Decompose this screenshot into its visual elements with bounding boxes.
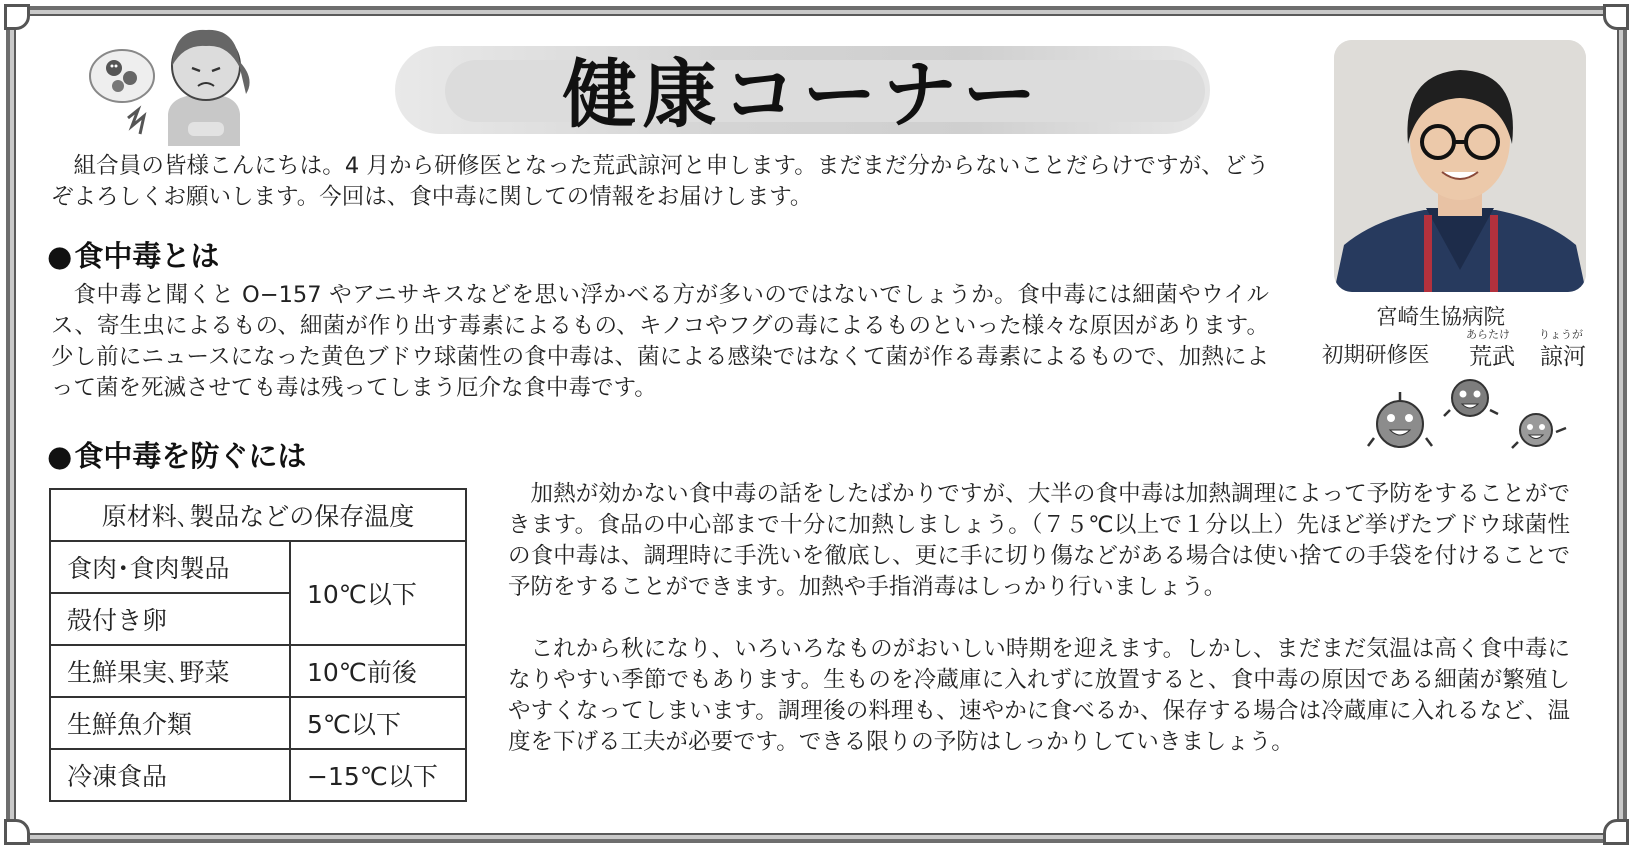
table-cell-item: 生鮮果実､野菜 xyxy=(50,645,290,697)
section-heading-prevention xyxy=(47,434,306,475)
section-heading-text: 食中毒を防ぐには xyxy=(74,439,307,473)
table-row xyxy=(50,541,466,593)
table-row xyxy=(50,697,466,749)
prevention-paragraph-1: 加熱が効かない食中毒の話をしたばかりですが、大半の食中毒は加熱調理によって予防をすることができます。食品の中心部まで十分に加熱しましょう。（７５℃以上で１分以上）先ほど挙げたブドウ球菌性の食中毒は、調理時に手洗いを徹底し、更に手に切り傷などがある場合は使い捨ての手袋を付けることで予防をすることができます。加熱や手指消毒はしっかり行いましょう。 xyxy=(508,481,1570,600)
bullet-icon: ● xyxy=(47,239,73,273)
frame-corner xyxy=(4,819,30,845)
table-cell-temp: −15℃以下 xyxy=(290,749,466,801)
author-surname-ruby: あらたけ xyxy=(1466,328,1510,341)
author-surname: 荒武 xyxy=(1469,344,1515,370)
page-title: 健康コーナー xyxy=(562,52,1043,138)
table-header: 原材料､製品などの保存温度 xyxy=(50,489,466,541)
author-role: 初期研修医 xyxy=(1322,343,1430,368)
section-heading-text: 食中毒とは xyxy=(74,239,220,273)
table-cell-temp: 10℃前後 xyxy=(290,645,466,697)
table-cell-temp: 5℃以下 xyxy=(290,697,466,749)
author-given-ruby: りょうが xyxy=(1539,328,1583,341)
germ-characters-illustration xyxy=(1366,372,1576,460)
table-row xyxy=(50,645,466,697)
section-heading-food-poisoning xyxy=(47,234,219,275)
table-cell-item: 冷凍食品 xyxy=(50,749,290,801)
doctor-photo xyxy=(1334,40,1586,292)
table-cell-item: 生鮮魚介類 xyxy=(50,697,290,749)
table-cell-item: 食肉･食肉製品 xyxy=(50,541,290,593)
storage-temperature-table xyxy=(49,488,467,802)
table-row xyxy=(50,749,466,801)
germ-icon xyxy=(1444,380,1498,416)
author-given: 諒河 xyxy=(1540,344,1586,370)
frame-corner xyxy=(1603,819,1629,845)
intro-paragraph: 組合員の皆様こんにちは。4 月から研修医となった荒武諒河と申します。まだまだ分からないことだらけですが、どうぞよろしくお願いします。今回は、食中毒に関しての情報をお届けします。 xyxy=(51,153,1269,210)
section1-body: 食中毒と聞くと O−157 やアニサキスなどを思い浮かべる方が多いのではないでしょうか。食中毒には細菌やウイルス、寄生虫によるもの、細菌が作り出す毒素によるもの、キノコやフグの毒によるものといった様々な原因があります。少し前にニュースになった黄色ブドウ球菌性の食中毒は、菌による感染ではなくて菌が作る毒素によるもので、加熱によって菌を死滅させても毒は残ってしまう厄介な食中毒です。 xyxy=(51,282,1269,401)
table-cell-item: 殻付き卵 xyxy=(50,593,290,645)
author-hospital: 宮崎生協病院 xyxy=(1376,305,1506,330)
frame-corner xyxy=(1603,4,1629,30)
table-cell-temp: 10℃以下 xyxy=(290,541,466,645)
sick-person-illustration xyxy=(88,22,258,146)
prevention-paragraph-2: これから秋になり、いろいろなものがおいしい時期を迎えます。しかし、まだまだ気温は高く食中毒になりやすい季節でもあります。生ものを冷蔵庫に入れずに放置すると、食中毒の原因である細菌が繁殖しやすくなってしまいます。調理後の料理も、速やかに食べるか、保存する場合は冷蔵庫に入れるなど、温度を下げる工夫が必要です。できる限りの予防はしっかりしていきましょう。 xyxy=(508,636,1570,755)
bullet-icon: ● xyxy=(47,439,73,473)
germ-icon xyxy=(1368,392,1432,447)
germ-icon xyxy=(1512,414,1566,448)
